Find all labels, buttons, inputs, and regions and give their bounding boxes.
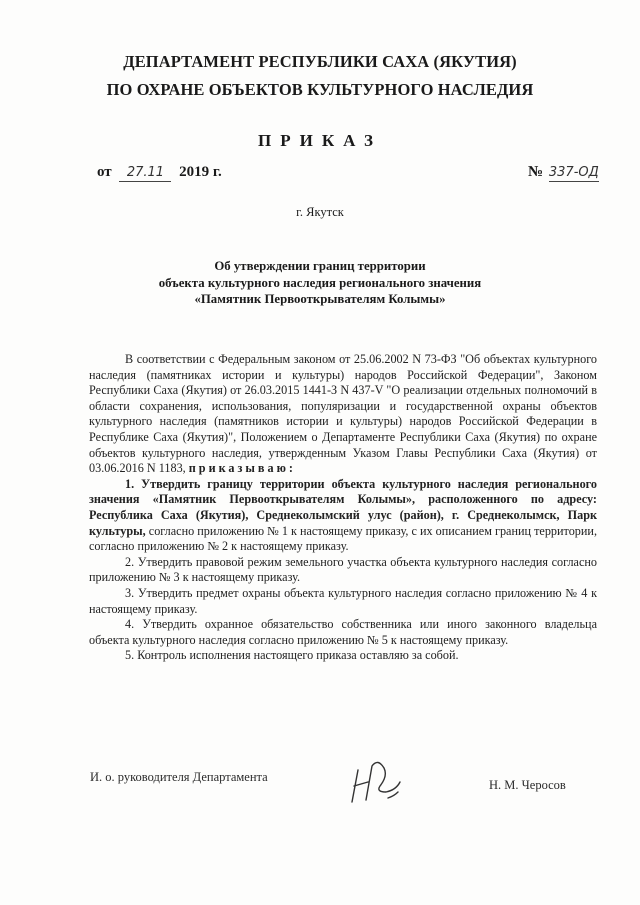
order-date <box>97 164 222 182</box>
date-handwritten: 27.11 <box>119 164 171 182</box>
subject-line3: «Памятник Первооткрывателям Колымы» <box>194 292 446 306</box>
subject-line2: объекта культурного наследия регионального значения <box>158 275 482 290</box>
city: г. Якутск <box>296 205 344 219</box>
subject-line1: Об утверждении границ территории <box>214 259 426 273</box>
number-sign: № <box>528 164 544 180</box>
department-name-line2: ПО ОХРАНЕ ОБЪЕКТОВ КУЛЬТУРНОГО НАСЛЕДИЯ <box>106 80 534 99</box>
item-5: 5. Контроль исполнения настоящего приказа оставляю за собой. <box>125 648 459 663</box>
order-number <box>528 164 599 182</box>
order-body <box>89 352 597 664</box>
item-4: 4. Утвердить охранное обязательство собственника или иного законного владельца объекта культурного наследия согласно приложению № 5 к настоящему приказу. <box>89 617 597 647</box>
preamble-paragraph: В соответствии с Федеральным законом от 25.06.2002 N 73-ФЗ "Об объектах культурного наследия (памятниках истории и культуры) народов Российской Федерации", Законом Республики Саха (Якутия) от 26.03.2015 1441-З N 437-V "О реализации отдельных полномочий в области сохранения, использования, популяризации и государственной охраны объектов культурного наследия (памятников истории и культуры) народов Российской Федерации в Республике Саха (Якутия)", Положением о Департаменте Республики Саха (Якутия) по охране объектов культурного наследия, утвержденным Указом Главы Республики Саха (Якутия) от 03.06.2016 N 1183, приказываю: <box>89 352 597 476</box>
department-name-line1: ДЕПАРТАМЕНТ РЕСПУБЛИКИ САХА (ЯКУТИЯ) <box>123 52 517 71</box>
date-prefix: от <box>97 164 112 180</box>
subject <box>0 258 640 308</box>
signatory-name: Н. М. Черосов <box>489 778 566 792</box>
date-suffix: 2019 г. <box>179 164 222 180</box>
document-type-title: ПРИКАЗ <box>258 131 382 150</box>
order-word: приказываю: <box>188 461 296 476</box>
item-3: 3. Утвердить предмет охраны объекта культурного наследия согласно приложению № 4 к настоящему приказу. <box>89 585 597 616</box>
number-handwritten: 337-ОД <box>548 165 599 180</box>
item-1: 1. Утвердить границу территории объекта культурного наследия регионального значения «Памятник Первооткрывателям Колымы», расположенного по адресу: Республика Саха (Якутия), Среднеколымский улус (район), г. Среднеколымск, Парк культуры, согласно приложению № 1 к настоящему приказу, с их описанием границ территории, согласно приложению № 2 к настоящему приказу. <box>89 476 597 554</box>
handwritten-signature <box>338 752 418 814</box>
signatory-position: И. о. руководителя Департамента <box>90 770 268 784</box>
item-2: 2. Утвердить правовой режим земельного участка объекта культурного наследия согласно приложению № 3 к настоящему приказу. <box>89 554 597 585</box>
